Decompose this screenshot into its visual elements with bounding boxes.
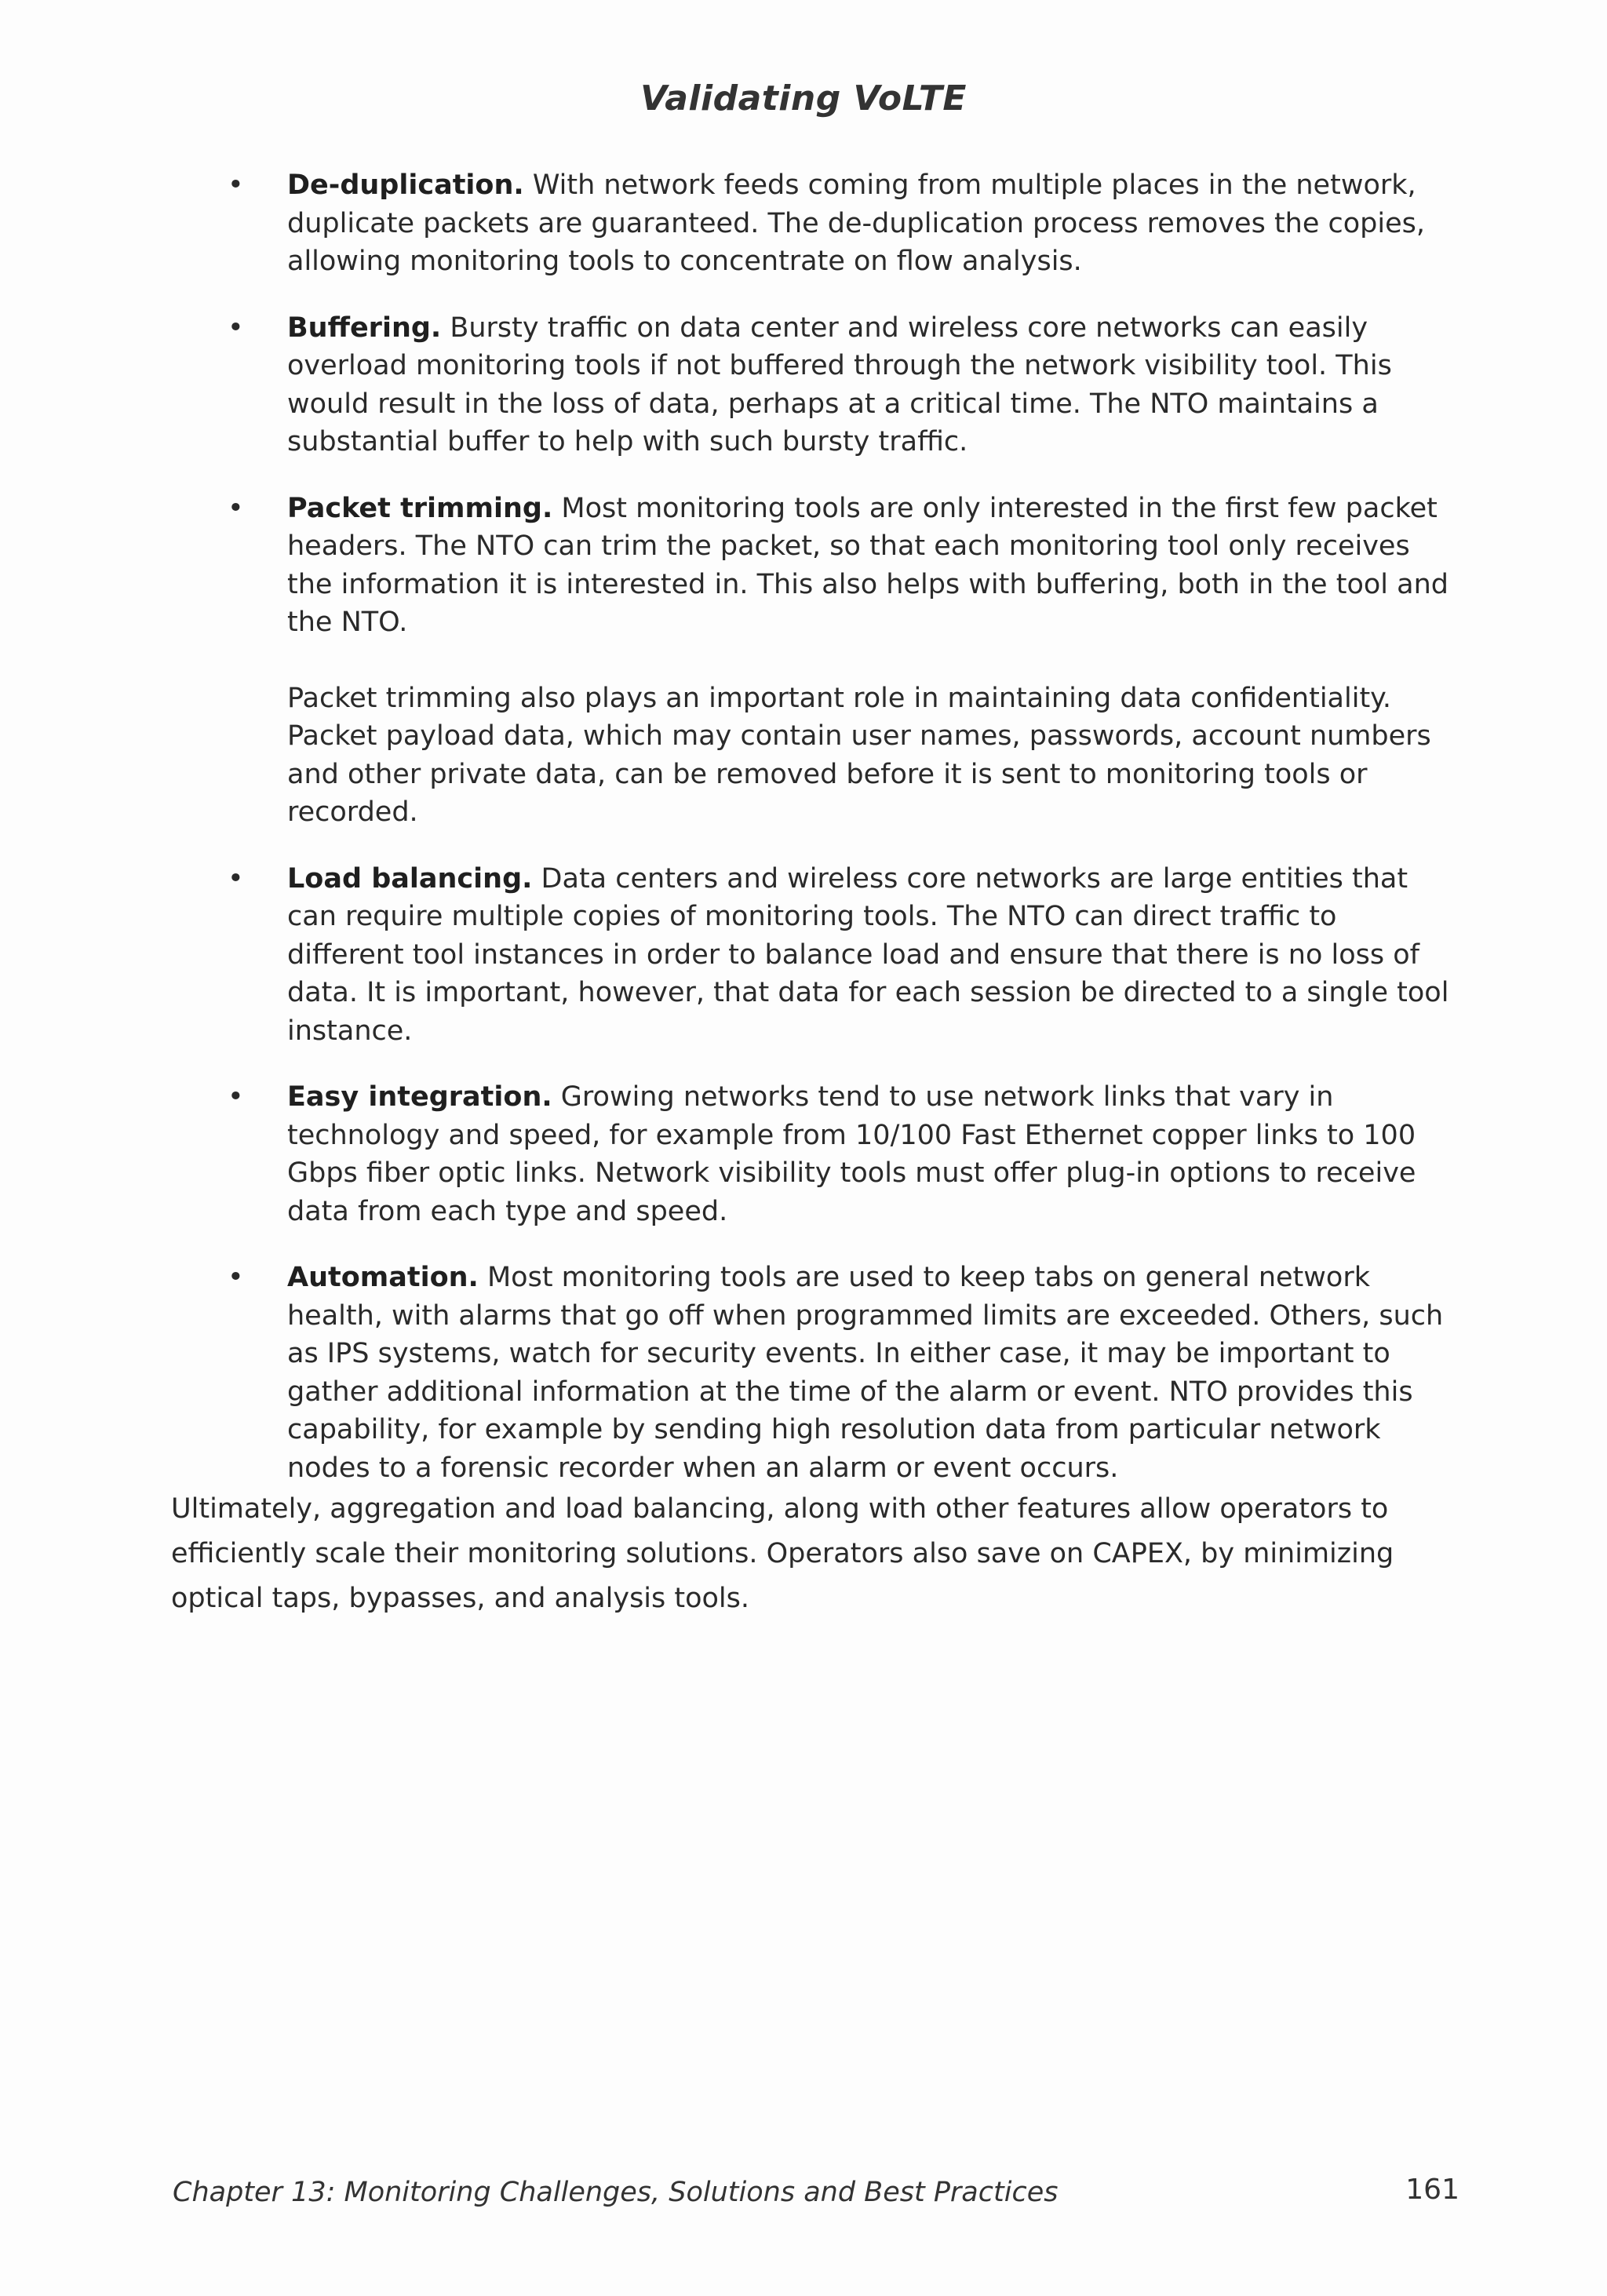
bullet-icon: •	[228, 1081, 244, 1113]
bullet-item-de-duplication	[228, 166, 1452, 281]
bullet-icon: •	[228, 312, 244, 344]
bullet-text: Most monitoring tools are only interested in the first few packet headers. The NTO can trim the packet, so that each monitoring tool only receives the information it is interested in. This also helps with buffering, both in the tool and the NTO.	[287, 492, 1448, 638]
bullet-text: Bursty traffic on data center and wireless core networks can easily overload monitoring tools if not buffered through the network visibility tool. This would result in the loss of data, perhaps at a critical time. The NTO maintains a substantial buffer to help with such bursty traffic.	[287, 312, 1392, 457]
bullet-item-load-balancing	[228, 860, 1452, 1051]
bullet-term: Load balancing.	[287, 862, 533, 895]
bullet-term: Easy integration.	[287, 1081, 552, 1113]
bullet-icon: •	[228, 862, 244, 895]
bullet-icon: •	[228, 1262, 244, 1293]
running-title: Validating VoLTE	[640, 78, 967, 118]
bullet-text: With network feeds coming from multiple places in the network, duplicate packets are guaranteed. The de-duplication process removes the copies, allowing monitoring tools to concentrate on flow analysis.	[287, 169, 1426, 277]
bullet-item-buffering	[228, 309, 1452, 461]
bullet-icon: •	[228, 492, 244, 524]
page-number: 161	[1405, 2174, 1459, 2206]
feature-bullet-list	[228, 166, 1452, 1515]
footer-chapter-title: Chapter 13: Monitoring Challenges, Solutions and Best Practices	[173, 2177, 1059, 2208]
bullet-term: De-duplication.	[287, 169, 524, 201]
bullet-text: Most monitoring tools are used to keep tabs on general network health, with alarms that go off when programmed limits are exceeded. Others, such as IPS systems, watch for security events. In either case, it may be important to gather additional information at the time of the alarm or event. NTO provides this capability, for example by sending high resolution data from particular network nodes to a forensic recorder when an alarm or event occurs.	[287, 1262, 1444, 1484]
bullet-text: Data centers and wireless core networks are large entities that can require multiple copies of monitoring tools. The NTO can direct traffic to different tool instances in order to balance load and ensure that there is no loss of data. It is important, however, that data for each session be directed to a single tool instance.	[287, 862, 1449, 1047]
bullet-item-packet-trimming	[228, 490, 1452, 832]
closing-paragraph: Ultimately, aggregation and load balancing, along with other features allow operators to efficiently scale their monitoring solutions. Operators also save on CAPEX, by minimizing optical taps, bypasses, and analysis tools.	[171, 1493, 1394, 1614]
bullet-term: Automation.	[287, 1262, 479, 1293]
bullet-item-automation	[228, 1259, 1452, 1487]
bullet-term: Buffering.	[287, 312, 442, 344]
bullet-text: Growing networks tend to use network links that vary in technology and speed, for example from 10/100 Fast Ethernet copper links to 100 Gbps fiber optic links. Network visibility tools must offer plug-in options to receive data from each type and speed.	[287, 1081, 1416, 1227]
bullet-extra-paragraph: Packet trimming also plays an important role in maintaining data confidentiality. Packet payload data, which may contain user names, passwords, account numbers and other private data, can be removed before it is sent to monitoring tools or recorded.	[287, 682, 1431, 828]
bullet-term: Packet trimming.	[287, 492, 553, 524]
bullet-icon: •	[228, 169, 244, 201]
bullet-item-easy-integration	[228, 1078, 1452, 1230]
